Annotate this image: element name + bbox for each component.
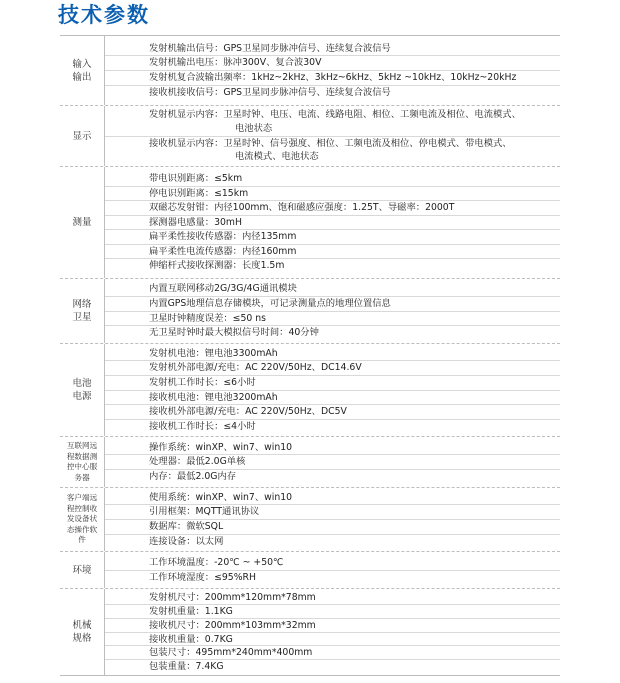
spec-row: 发射机电池：锂电池3300mAh	[105, 347, 560, 362]
spec-row: 接收机接收信号：GPS卫星同步脉冲信号、连续复合波信号	[149, 86, 391, 98]
spec-row: 接收机电池：锂电池3200mAh	[105, 391, 560, 406]
spec-row: 接收机工作时长：≤4小时	[149, 420, 256, 432]
spec-row: 伸缩杆式接收探测器：长度1.5m	[149, 260, 285, 272]
spec-row: 工作环境湿度：≤95%RH	[149, 571, 256, 583]
spec-section	[60, 106, 560, 167]
section-label: 电池 电源	[72, 378, 92, 402]
spec-row: 发射机显示内容：卫星时钟、电压、电流、线路电阻、相位、工频电流及相位、电流模式、 电池状态	[105, 108, 560, 136]
spec-row: 数据库：微软SQL	[105, 520, 560, 535]
spec-row: 使用系统：winXP、win7、win10	[105, 491, 560, 506]
spec-row: 发射机外部电源/充电：AC 220V/50Hz、DC14.6V	[105, 361, 560, 376]
spec-row: 发射机输出电压：脉冲300V、复合波30V	[105, 56, 560, 71]
spec-row: 卫星时钟精度误差：≤50 ns	[105, 312, 560, 327]
section-rows	[104, 167, 560, 278]
section-rows	[104, 437, 560, 487]
spec-row: 无卫星时钟时最大模拟信号时间：40分钟	[149, 327, 319, 339]
spec-row: 操作系统：winXP、win7、win10	[105, 441, 560, 456]
section-label: 环境	[72, 564, 92, 576]
spec-row: 扁平柔性接收传感器：内径135mm	[105, 230, 560, 245]
section-rows	[104, 552, 560, 588]
section-rows	[104, 589, 560, 675]
section-rows	[104, 279, 560, 343]
spec-row: 包装重量：7.4KG	[149, 661, 224, 673]
section-label: 互联网远 程数据测 控中心服 务器	[66, 441, 98, 482]
spec-row: 接收机重量：0.7KG	[105, 633, 560, 647]
spec-section	[60, 552, 560, 589]
section-label: 显示	[72, 130, 92, 142]
spec-section	[60, 437, 560, 488]
spec-section	[60, 279, 560, 344]
spec-row: 引用框架：MQTT通讯协议	[105, 505, 560, 520]
spec-row: 接收机显示内容：卫星时钟、信号强度、相位、工频电流及相位、停电模式、带电模式、 电流模式、电池状态	[149, 137, 512, 163]
spec-row: 探测器电感量：30mH	[105, 216, 560, 231]
section-label: 测量	[72, 217, 92, 228]
spec-section	[60, 36, 560, 106]
spec-row: 发射机输出信号：GPS卫星同步脉冲信号、连续复合波信号	[105, 42, 560, 57]
spec-section	[60, 589, 560, 675]
spec-section	[60, 344, 560, 437]
spec-row: 发射机尺寸：200mm*120mm*78mm	[105, 591, 560, 605]
spec-row: 内存：最低2.0G内存	[149, 470, 237, 482]
spec-row: 工作环境温度：-20℃ ~ +50℃	[105, 556, 560, 571]
spec-row: 处理器：最低2.0G单核	[105, 455, 560, 470]
spec-row: 停电识别距离：≤15km	[105, 187, 560, 202]
spec-section	[60, 167, 560, 279]
section-label: 客户端远 程控制收 发设备状 态操作软 件	[66, 493, 98, 545]
spec-row: 包装尺寸：495mm*240mm*400mm	[105, 646, 560, 660]
spec-row: 扁平柔性电流传感器：内径160mm	[105, 245, 560, 260]
spec-row: 连接设备：以太网	[149, 535, 224, 547]
section-label: 网络 卫星	[72, 299, 92, 323]
section-rows	[104, 488, 560, 551]
spec-section	[60, 488, 560, 552]
spec-row: 接收机外部电源/充电：AC 220V/50Hz、DC5V	[105, 405, 560, 420]
section-label: 机械 规格	[72, 620, 92, 644]
section-rows	[104, 106, 560, 166]
page-title: 技术参数	[58, 3, 150, 27]
spec-row: 接收机尺寸：200mm*103mm*32mm	[105, 619, 560, 633]
spec-row: 发射机工作时长：≤6小时	[105, 376, 560, 391]
spec-row: 内置互联网移动2G/3G/4G通讯模块	[105, 282, 560, 297]
section-label: 输入 输出	[72, 58, 92, 83]
spec-row: 带电识别距离：≤5km	[105, 172, 560, 187]
spec-table	[60, 35, 560, 676]
spec-row: 发射机重量：1.1KG	[105, 605, 560, 619]
spec-row: 内置GPS地理信息存储模块，可记录测量点的地理位置信息	[105, 297, 560, 312]
spec-row: 发射机复合波输出频率：1kHz~2kHz、3kHz~6kHz、5kHz ~10kHz、10kHz~20kHz	[105, 71, 560, 86]
spec-row: 双磁芯发射钳：内径100mm、饱和磁感应强度：1.25T、导磁率：2000T	[105, 201, 560, 216]
section-rows	[104, 344, 560, 436]
section-rows	[104, 36, 560, 105]
